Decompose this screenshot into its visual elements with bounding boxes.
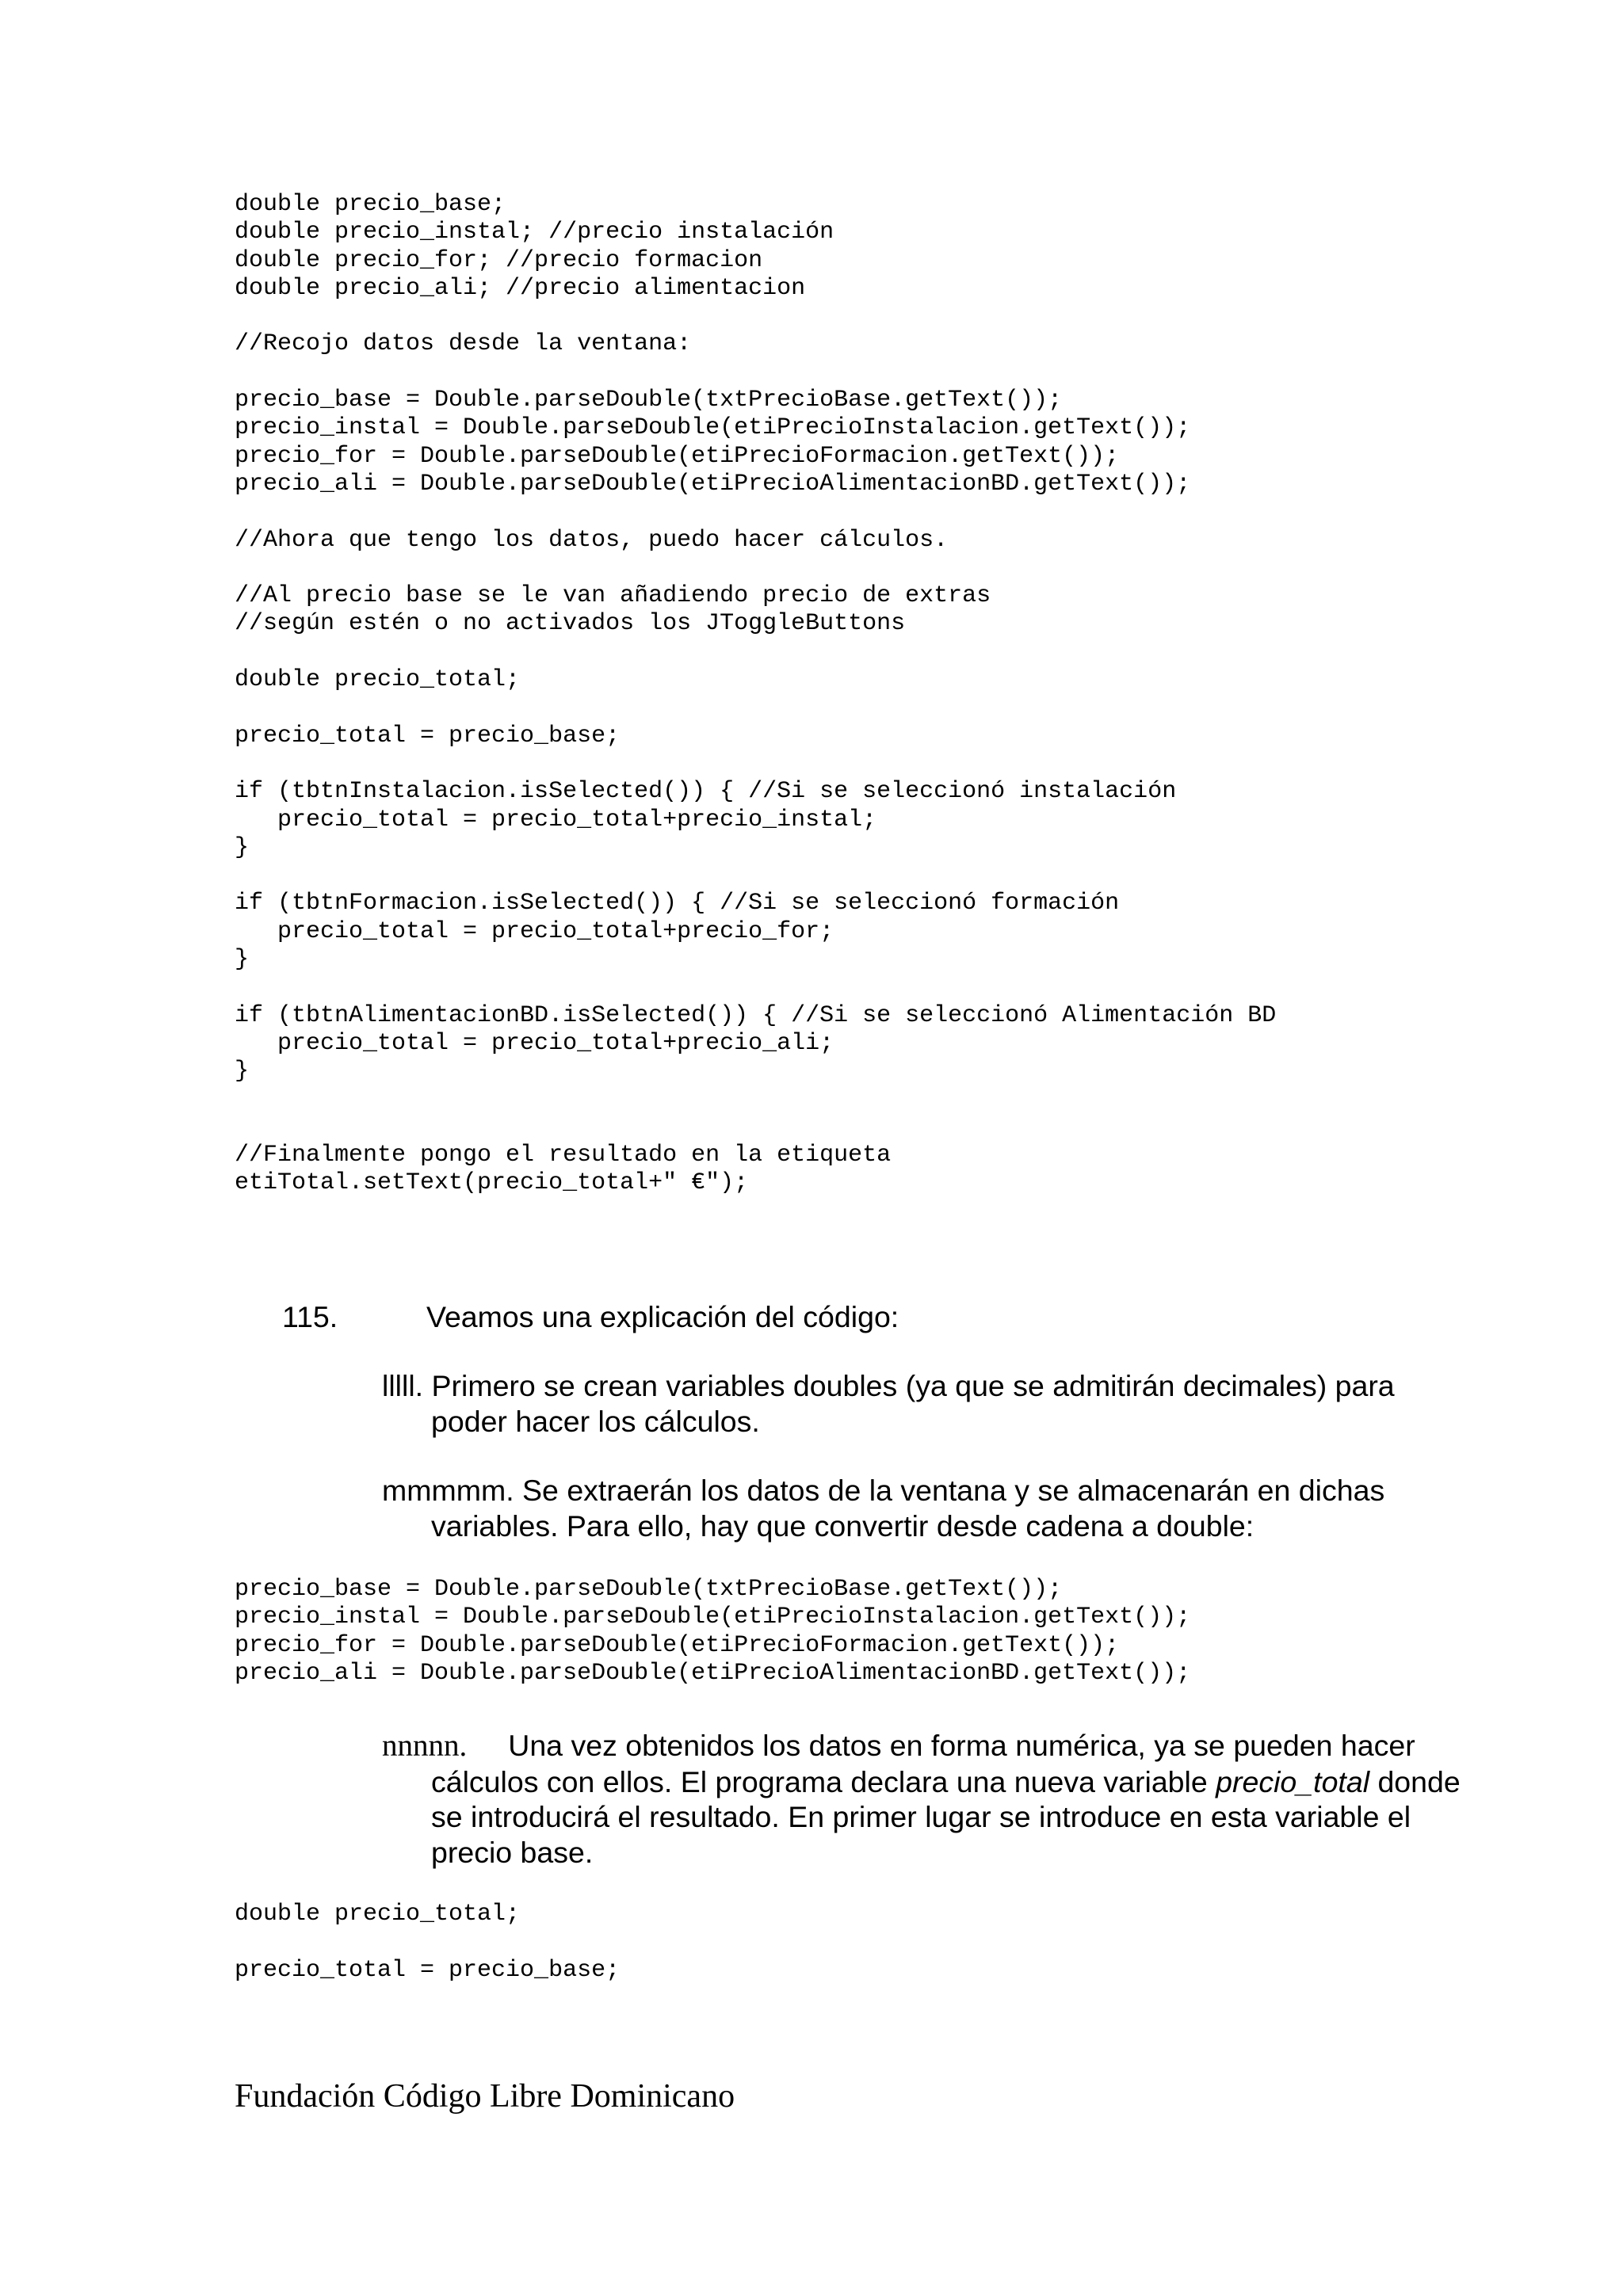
code-line: } — [235, 1058, 250, 1085]
code-line: precio_total = precio_total+precio_instal; — [235, 806, 877, 833]
list-marker-m: mmmmm. — [382, 1474, 514, 1507]
code-line: double precio_ali; //precio alimentacion — [235, 274, 806, 302]
list-item-n-line1: nnnnn. Una vez obtenidos los datos en forma numérica, ya se pueden hacer — [382, 1729, 1415, 1763]
code-line: precio_instal = Double.parseDouble(etiPrecioInstalacion.getText()); — [235, 1604, 1191, 1631]
variable-name-emphasis: precio_total — [1216, 1764, 1370, 1798]
code-line: precio_for = Double.parseDouble(etiPrecioFormacion.getText()); — [235, 1631, 1120, 1659]
list-item-n-line3: se introducirá el resultado. En primer lugar se introduce en esta variable el — [431, 1800, 1411, 1833]
code-line: //Finalmente pongo el resultado en la etiqueta — [235, 1142, 892, 1169]
list-item-m-line2: variables. Para ello, hay que convertir desde cadena a double: — [431, 1508, 1254, 1543]
code-line: //Recojo datos desde la ventana: — [235, 330, 692, 358]
list-item-n-line2: cálculos con ellos. El programa declara una nueva variable precio_total donde — [431, 1764, 1461, 1798]
code-line: precio_for = Double.parseDouble(etiPrecioFormacion.getText()); — [235, 442, 1120, 470]
code-line: precio_base = Double.parseDouble(txtPrecioBase.getText()); — [235, 1576, 1063, 1603]
list-item-m-line1: mmmmm. Se extraerán los datos de la ventana y se almacenarán en dichas — [382, 1474, 1385, 1507]
code-line: precio_total = precio_total+precio_ali; — [235, 1029, 834, 1057]
code-line: if (tbtnFormacion.isSelected()) { //Si se seleccionó formación — [235, 890, 1120, 917]
code-line: precio_ali = Double.parseDouble(etiPrecioAlimentacionBD.getText()); — [235, 1659, 1191, 1687]
code-line: etiTotal.setText(precio_total+" €"); — [235, 1169, 749, 1197]
code-line: double precio_total; — [235, 666, 521, 694]
code-line: double precio_base; — [235, 191, 506, 218]
list-item-l-line1: lllll. Primero se crean variables doubles (ya que se admitirán decimales) para — [382, 1369, 1395, 1402]
code-line: precio_instal = Double.parseDouble(etiPrecioInstalacion.getText()); — [235, 414, 1191, 442]
code-line: } — [235, 833, 250, 861]
list-item-l-line2: poder hacer los cálculos. — [431, 1404, 760, 1438]
list-item-m — [382, 1473, 1491, 1543]
code-line: precio_total = precio_total+precio_for; — [235, 917, 834, 945]
code-line: if (tbtnInstalacion.isSelected()) { //Si se seleccionó instalación — [235, 778, 1177, 806]
code-line: //Ahora que tengo los datos, puedo hacer cálculos. — [235, 526, 949, 554]
code-line: precio_total = precio_base; — [235, 722, 621, 749]
section-heading: Veamos una explicación del código: — [426, 1300, 899, 1333]
code-line: double precio_for; //precio formacion — [235, 246, 763, 274]
code-line: precio_base = Double.parseDouble(txtPrecioBase.getText()); — [235, 387, 1063, 414]
code-block-parse — [235, 1576, 1190, 1688]
code-block-variables — [235, 191, 1276, 1198]
list-item-n — [382, 1728, 1491, 1870]
list-item-l — [382, 1368, 1491, 1439]
code-line: double precio_instal; //precio instalación — [235, 219, 834, 246]
section-number: 115. — [282, 1300, 338, 1333]
page-footer: Fundación Código Libre Dominicano — [235, 2078, 735, 2115]
code-block-total — [235, 1901, 620, 1985]
code-line: if (tbtnAlimentacionBD.isSelected()) { //Si se seleccionó Alimentación BD — [235, 1001, 1277, 1029]
code-line: } — [235, 946, 250, 974]
list-item-n-line4: precio base. — [431, 1835, 594, 1869]
code-line: //Al precio base se le van añadiendo precio de extras — [235, 582, 991, 610]
code-line: //según estén o no activados los JToggleButtons — [235, 610, 906, 638]
code-line: precio_ali = Double.parseDouble(etiPrecioAlimentacionBD.getText()); — [235, 470, 1191, 498]
code-line: precio_total = precio_base; — [235, 1956, 621, 1984]
list-marker-n: nnnnn. — [382, 1729, 468, 1763]
code-line: double precio_total; — [235, 1901, 521, 1928]
list-marker-l: lllll. — [382, 1369, 424, 1402]
